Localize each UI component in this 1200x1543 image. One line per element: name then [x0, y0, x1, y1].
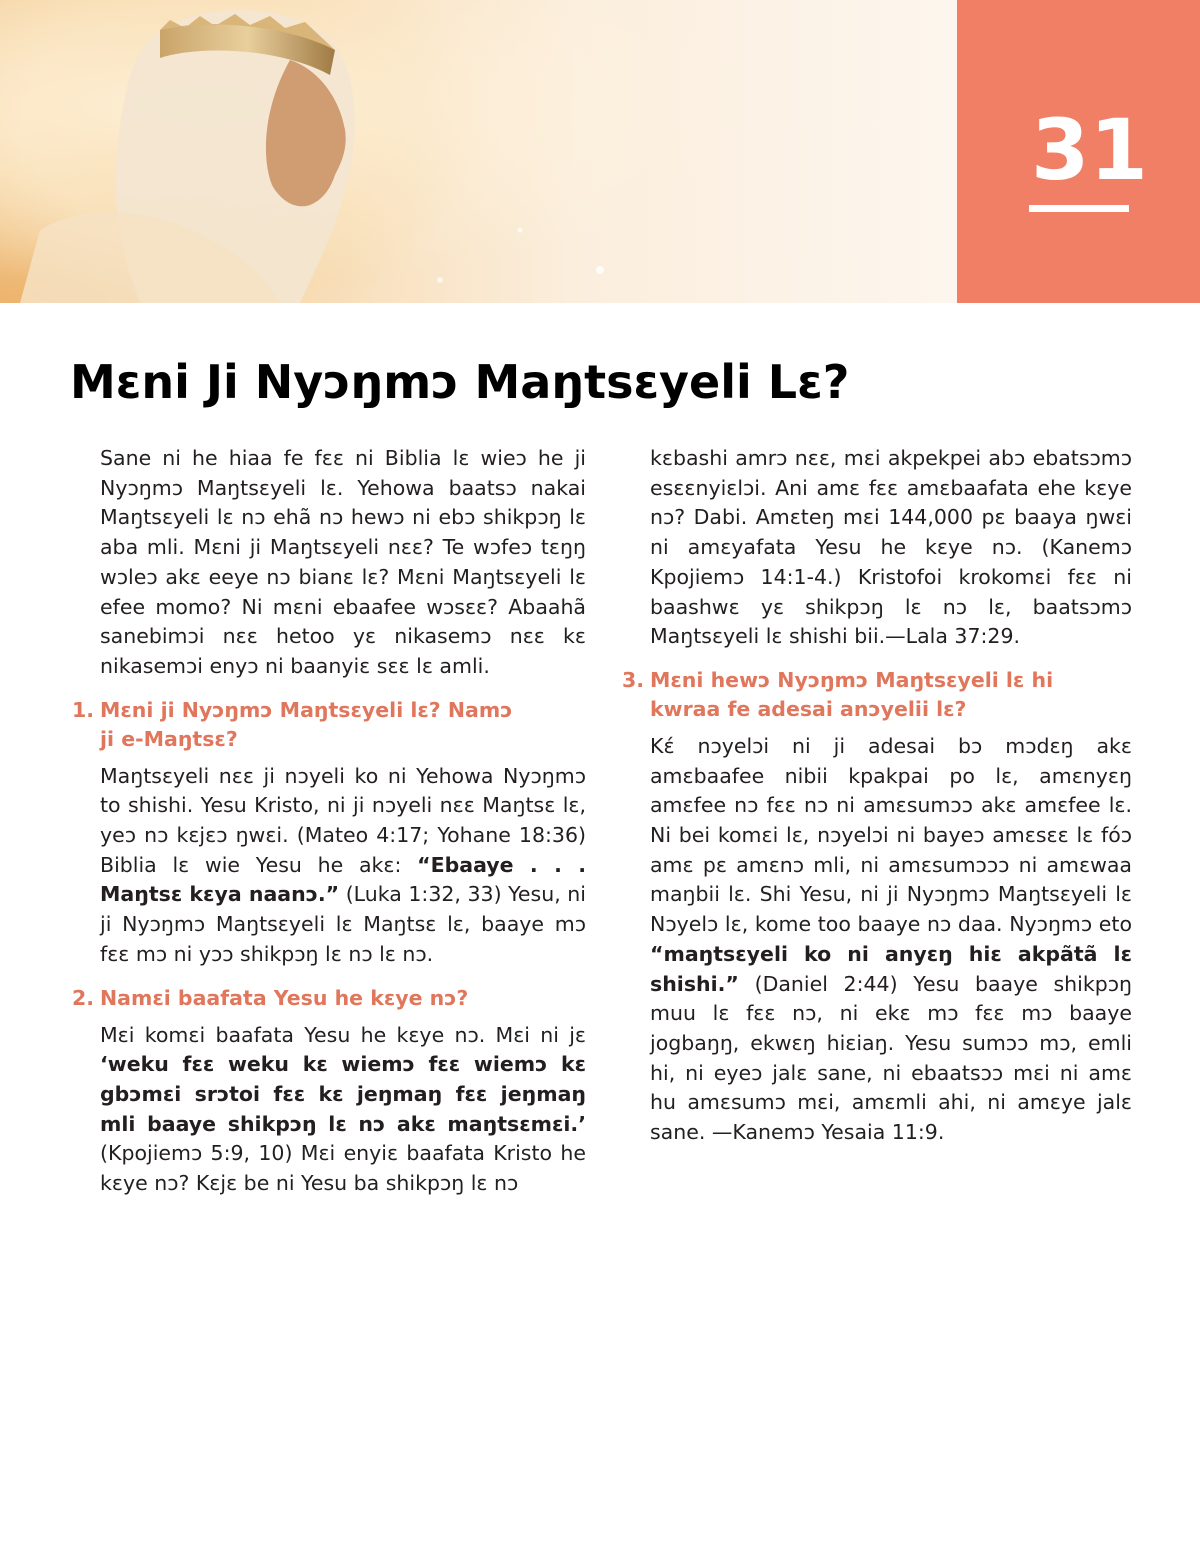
answer-1-text-c: (Luka 1:32, 33) Yesu, ni ji Nyɔŋmɔ Maŋtsɛyeli lɛ Maŋtsɛ lɛ, baaye mɔ fɛɛ mɔ ni yɔɔ shikpɔŋ lɛ nɔ lɛ nɔ.	[100, 882, 586, 966]
chapter-badge	[957, 0, 1200, 303]
answer-2-text-c: (Kpojiemɔ 5:9, 10) Mɛi enyiɛ baafata Kristo he kɛye nɔ? Kɛjɛ be ni Yesu ba shikpɔŋ lɛ nɔ	[100, 1141, 586, 1196]
column-right	[622, 444, 1132, 1148]
answer-3-text-a: Kɛ́ nɔyelɔi ni ji adesai bɔ mɔdɛŋ akɛ amɛbaafee nibii kpakpai po lɛ, amɛnyɛŋ amɛfee nɔ fɛɛ nɔ ni amɛsumɔɔ akɛ amɛfee lɛ. Ni bei komɛi lɛ, nɔyelɔi ni bayeɔ amɛsɛɛ lɛ fóɔ amɛ pɛ amɛnɔ mli, ni amɛsumɔɔɔ ni amɛwaa maŋbii lɛ. Shi Yesu, ni ji Nyɔŋmɔ Maŋtsɛyeli lɛ Nɔyelɔ lɛ, kome too baaye nɔ daa. Nyɔŋmɔ eto	[650, 733, 1132, 937]
answer-3-paragraph	[622, 732, 1132, 1148]
question-2-heading	[72, 984, 586, 1013]
question-3-line2: kwraa fe adesai anɔyelii lɛ?	[650, 696, 967, 721]
question-1-line2: ji e-Maŋtsɛ?	[100, 726, 238, 751]
question-1-number: 1.	[72, 697, 95, 722]
page-title: Mɛni Ji Nyɔŋmɔ Maŋtsɛyeli Lɛ?	[70, 355, 850, 409]
answer-3-quote: “maŋtsɛyeli ko ni anyɛŋ hiɛ akpãtã lɛ shishi.”	[650, 941, 1132, 996]
hero-image	[0, 0, 957, 303]
answer-2-text-a: Mɛi komɛi baafata Yesu he kɛye nɔ. Mɛi ni jɛ	[100, 1022, 586, 1047]
chapter-number: 31	[1031, 101, 1148, 199]
question-3-line1: Mɛni hewɔ Nyɔŋmɔ Maŋtsɛyeli lɛ hi	[650, 667, 1054, 692]
answer-2-continuation: kɛbashi amrɔ nɛɛ, mɛi akpekpei abɔ ebatsɔmɔ esɛɛnyiɛlɔi. Ani amɛ fɛɛ amɛbaafata ehe kɛye nɔ? Dabi. Amɛteŋ mɛi 144,000 pɛ baaya ŋwɛi ni amɛyafata Yesu he kɛye nɔ. (Kanemɔ Kpojiemɔ 14:1-4.) Kristofoi krokomɛi fɛɛ ni baashwɛ yɛ shikpɔŋ lɛ nɔ lɛ, baatsɔmɔ Maŋtsɛyeli lɛ shishi bii.—Lala 37:29.	[650, 446, 1132, 649]
intro-paragraph: Sane ni he hiaa fe fɛɛ ni Biblia lɛ wieɔ he ji Nyɔŋmɔ Maŋtsɛyeli lɛ. Yehowa baatsɔ nakai Maŋtsɛyeli lɛ nɔ ehã nɔ hewɔ ni ebɔ shikpɔŋ lɛ aba mli. Mɛni ji Maŋtsɛyeli nɛɛ? Te wɔfeɔ tɛŋŋ wɔleɔ akɛ eeye nɔ bianɛ lɛ? Mɛni Maŋtsɛyeli lɛ efee momo? Ni mɛni ebaafee wɔsɛɛ? Abaahã sanebimɔi nɛɛ hetoo yɛ nikasemɔ nɛɛ kɛ nikasemɔi enyɔ ni baanyiɛ sɛɛ lɛ amli.	[100, 446, 586, 678]
answer-1-paragraph	[72, 762, 586, 970]
answer-1-text-a: Maŋtsɛyeli nɛɛ ji nɔyeli ko ni Yehowa Nyɔŋmɔ to shishi. Yesu Kristo, ni ji nɔyeli nɛɛ Maŋtsɛ lɛ, yeɔ nɔ kɛjɛɔ ŋwɛi. (Mateo 4:17; Yohane 18:36) Biblia lɛ wie Yesu he akɛ:	[100, 763, 586, 877]
question-1-line1: Mɛni ji Nyɔŋmɔ Maŋtsɛyeli lɛ? Namɔ	[100, 697, 513, 722]
question-3-number: 3.	[622, 667, 645, 692]
question-3-heading	[622, 666, 1132, 724]
answer-1-quote: “Ebaaye . . . Maŋtsɛ kɛya naanɔ.”	[100, 852, 586, 907]
question-2-line1: Namɛi baafata Yesu he kɛye nɔ?	[100, 985, 469, 1010]
answer-3-text-c: (Daniel 2:44) Yesu baaye shikpɔŋ muu lɛ fɛɛ nɔ, ni ekɛ mɔ fɛɛ mɔ baaye jogbaŋŋ, ekwɛŋ hiɛiaŋ. Yesu sumɔɔ mɔ, emli hi, ni eyeɔ jalɛ sane, ni ebaatsɔɔ mɛi ni amɛ hu amɛsumɔ mɛi, amɛmli ahi, ni amɛye jalɛ sane. —Kanemɔ Yesaia 11:9.	[650, 971, 1132, 1145]
question-1-heading	[72, 696, 586, 754]
king-illustration	[0, 0, 957, 303]
answer-2-quote: ‘weku fɛɛ weku kɛ wiemɔ fɛɛ wiemɔ kɛ gbɔmɛi srɔtoi fɛɛ kɛ jeŋmaŋ fɛɛ jeŋmaŋ mli baaye shikpɔŋ lɛ nɔ akɛ maŋtsɛmɛi.’	[100, 1052, 586, 1136]
question-2-number: 2.	[72, 985, 95, 1010]
answer-2-paragraph	[72, 1021, 586, 1199]
column-left	[72, 444, 586, 1199]
chapter-rule	[1029, 205, 1129, 212]
